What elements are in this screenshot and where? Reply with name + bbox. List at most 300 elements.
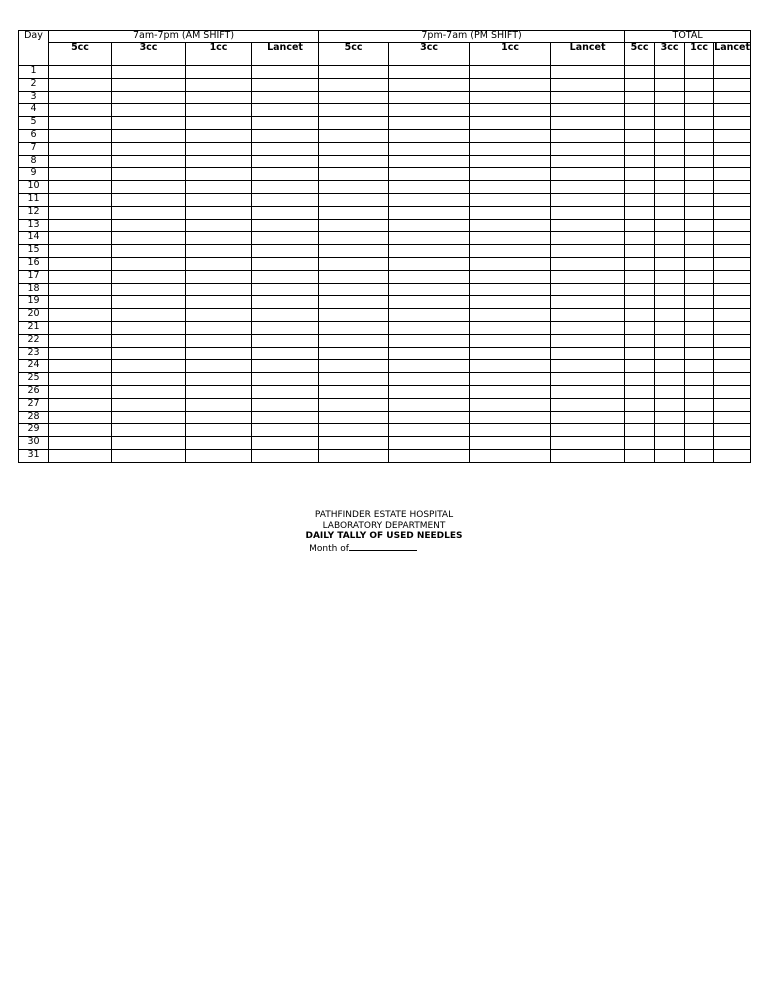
- tally-cell[interactable]: [551, 168, 625, 181]
- tally-cell[interactable]: [714, 219, 751, 232]
- tally-cell[interactable]: [186, 398, 252, 411]
- tally-cell[interactable]: [625, 155, 655, 168]
- tally-cell[interactable]: [389, 142, 470, 155]
- tally-cell[interactable]: [49, 385, 112, 398]
- tally-cell[interactable]: [389, 424, 470, 437]
- tally-cell[interactable]: [551, 232, 625, 245]
- tally-cell[interactable]: [186, 104, 252, 117]
- tally-cell[interactable]: [625, 142, 655, 155]
- tally-cell[interactable]: [685, 155, 714, 168]
- tally-cell[interactable]: [685, 206, 714, 219]
- tally-cell[interactable]: [389, 449, 470, 462]
- tally-cell[interactable]: [49, 78, 112, 91]
- tally-cell[interactable]: [319, 257, 389, 270]
- tally-cell[interactable]: [49, 181, 112, 194]
- tally-cell[interactable]: [319, 385, 389, 398]
- tally-cell[interactable]: [714, 449, 751, 462]
- tally-cell[interactable]: [714, 437, 751, 450]
- tally-cell[interactable]: [551, 373, 625, 386]
- tally-cell[interactable]: [49, 206, 112, 219]
- tally-cell[interactable]: [470, 66, 551, 79]
- tally-cell[interactable]: [186, 360, 252, 373]
- tally-cell[interactable]: [625, 411, 655, 424]
- tally-cell[interactable]: [112, 91, 186, 104]
- tally-cell[interactable]: [252, 206, 319, 219]
- tally-cell[interactable]: [655, 66, 685, 79]
- tally-cell[interactable]: [389, 321, 470, 334]
- tally-cell[interactable]: [714, 270, 751, 283]
- tally-cell[interactable]: [49, 296, 112, 309]
- tally-cell[interactable]: [389, 219, 470, 232]
- tally-cell[interactable]: [389, 245, 470, 258]
- tally-cell[interactable]: [655, 168, 685, 181]
- tally-cell[interactable]: [470, 117, 551, 130]
- tally-cell[interactable]: [186, 437, 252, 450]
- tally-cell[interactable]: [625, 360, 655, 373]
- tally-cell[interactable]: [112, 117, 186, 130]
- tally-cell[interactable]: [389, 385, 470, 398]
- tally-cell[interactable]: [389, 411, 470, 424]
- tally-cell[interactable]: [625, 321, 655, 334]
- tally-cell[interactable]: [252, 309, 319, 322]
- tally-cell[interactable]: [186, 155, 252, 168]
- tally-cell[interactable]: [714, 334, 751, 347]
- tally-cell[interactable]: [655, 373, 685, 386]
- tally-cell[interactable]: [112, 245, 186, 258]
- tally-cell[interactable]: [186, 373, 252, 386]
- tally-cell[interactable]: [551, 142, 625, 155]
- tally-cell[interactable]: [551, 117, 625, 130]
- tally-cell[interactable]: [186, 257, 252, 270]
- tally-cell[interactable]: [252, 360, 319, 373]
- tally-cell[interactable]: [655, 129, 685, 142]
- tally-cell[interactable]: [319, 245, 389, 258]
- tally-cell[interactable]: [319, 309, 389, 322]
- tally-cell[interactable]: [252, 104, 319, 117]
- tally-cell[interactable]: [186, 142, 252, 155]
- tally-cell[interactable]: [655, 360, 685, 373]
- tally-cell[interactable]: [49, 334, 112, 347]
- tally-cell[interactable]: [655, 104, 685, 117]
- tally-cell[interactable]: [470, 181, 551, 194]
- tally-cell[interactable]: [714, 129, 751, 142]
- tally-cell[interactable]: [655, 334, 685, 347]
- tally-cell[interactable]: [714, 424, 751, 437]
- tally-cell[interactable]: [112, 206, 186, 219]
- tally-cell[interactable]: [186, 232, 252, 245]
- tally-cell[interactable]: [49, 437, 112, 450]
- tally-cell[interactable]: [186, 309, 252, 322]
- tally-cell[interactable]: [49, 309, 112, 322]
- tally-cell[interactable]: [655, 155, 685, 168]
- tally-cell[interactable]: [112, 321, 186, 334]
- tally-cell[interactable]: [49, 283, 112, 296]
- tally-cell[interactable]: [252, 219, 319, 232]
- tally-cell[interactable]: [112, 283, 186, 296]
- tally-cell[interactable]: [625, 309, 655, 322]
- tally-cell[interactable]: [49, 245, 112, 258]
- tally-cell[interactable]: [625, 193, 655, 206]
- tally-cell[interactable]: [252, 193, 319, 206]
- tally-cell[interactable]: [470, 283, 551, 296]
- tally-cell[interactable]: [714, 104, 751, 117]
- tally-cell[interactable]: [625, 437, 655, 450]
- tally-cell[interactable]: [551, 309, 625, 322]
- tally-cell[interactable]: [470, 91, 551, 104]
- tally-cell[interactable]: [389, 334, 470, 347]
- tally-cell[interactable]: [714, 411, 751, 424]
- tally-cell[interactable]: [252, 283, 319, 296]
- tally-cell[interactable]: [319, 206, 389, 219]
- tally-cell[interactable]: [625, 117, 655, 130]
- tally-cell[interactable]: [49, 347, 112, 360]
- tally-cell[interactable]: [685, 66, 714, 79]
- tally-cell[interactable]: [112, 334, 186, 347]
- tally-cell[interactable]: [186, 91, 252, 104]
- tally-cell[interactable]: [186, 334, 252, 347]
- tally-cell[interactable]: [49, 270, 112, 283]
- tally-cell[interactable]: [551, 385, 625, 398]
- tally-cell[interactable]: [319, 193, 389, 206]
- tally-cell[interactable]: [551, 398, 625, 411]
- tally-cell[interactable]: [319, 232, 389, 245]
- tally-cell[interactable]: [252, 91, 319, 104]
- tally-cell[interactable]: [470, 168, 551, 181]
- tally-cell[interactable]: [186, 117, 252, 130]
- tally-cell[interactable]: [319, 437, 389, 450]
- tally-cell[interactable]: [470, 321, 551, 334]
- tally-cell[interactable]: [685, 398, 714, 411]
- tally-cell[interactable]: [252, 347, 319, 360]
- tally-cell[interactable]: [655, 270, 685, 283]
- tally-cell[interactable]: [186, 283, 252, 296]
- tally-cell[interactable]: [319, 398, 389, 411]
- tally-cell[interactable]: [625, 449, 655, 462]
- tally-cell[interactable]: [551, 334, 625, 347]
- tally-cell[interactable]: [319, 360, 389, 373]
- tally-cell[interactable]: [319, 283, 389, 296]
- tally-cell[interactable]: [49, 449, 112, 462]
- tally-cell[interactable]: [714, 117, 751, 130]
- tally-cell[interactable]: [470, 296, 551, 309]
- tally-cell[interactable]: [625, 245, 655, 258]
- tally-cell[interactable]: [389, 283, 470, 296]
- tally-cell[interactable]: [319, 373, 389, 386]
- tally-cell[interactable]: [112, 232, 186, 245]
- tally-cell[interactable]: [112, 385, 186, 398]
- tally-cell[interactable]: [49, 155, 112, 168]
- tally-cell[interactable]: [252, 66, 319, 79]
- tally-cell[interactable]: [685, 334, 714, 347]
- tally-cell[interactable]: [685, 117, 714, 130]
- tally-cell[interactable]: [389, 206, 470, 219]
- tally-cell[interactable]: [625, 373, 655, 386]
- tally-cell[interactable]: [685, 219, 714, 232]
- tally-cell[interactable]: [112, 449, 186, 462]
- tally-cell[interactable]: [685, 385, 714, 398]
- tally-cell[interactable]: [112, 373, 186, 386]
- tally-cell[interactable]: [551, 66, 625, 79]
- tally-cell[interactable]: [685, 232, 714, 245]
- tally-cell[interactable]: [252, 398, 319, 411]
- tally-cell[interactable]: [551, 129, 625, 142]
- tally-cell[interactable]: [551, 155, 625, 168]
- tally-cell[interactable]: [112, 437, 186, 450]
- tally-cell[interactable]: [389, 309, 470, 322]
- tally-cell[interactable]: [685, 181, 714, 194]
- tally-cell[interactable]: [685, 91, 714, 104]
- tally-cell[interactable]: [655, 449, 685, 462]
- tally-cell[interactable]: [186, 296, 252, 309]
- tally-cell[interactable]: [655, 91, 685, 104]
- tally-cell[interactable]: [625, 257, 655, 270]
- tally-cell[interactable]: [551, 181, 625, 194]
- tally-cell[interactable]: [319, 168, 389, 181]
- tally-cell[interactable]: [49, 129, 112, 142]
- tally-cell[interactable]: [625, 168, 655, 181]
- tally-cell[interactable]: [319, 117, 389, 130]
- tally-cell[interactable]: [470, 360, 551, 373]
- tally-cell[interactable]: [49, 232, 112, 245]
- tally-cell[interactable]: [625, 181, 655, 194]
- tally-cell[interactable]: [252, 245, 319, 258]
- tally-cell[interactable]: [319, 334, 389, 347]
- tally-cell[interactable]: [685, 411, 714, 424]
- tally-cell[interactable]: [49, 424, 112, 437]
- tally-cell[interactable]: [655, 424, 685, 437]
- tally-cell[interactable]: [186, 411, 252, 424]
- tally-cell[interactable]: [319, 142, 389, 155]
- tally-cell[interactable]: [685, 347, 714, 360]
- tally-cell[interactable]: [112, 270, 186, 283]
- tally-cell[interactable]: [470, 437, 551, 450]
- tally-cell[interactable]: [714, 245, 751, 258]
- tally-cell[interactable]: [252, 270, 319, 283]
- tally-cell[interactable]: [112, 347, 186, 360]
- tally-cell[interactable]: [714, 66, 751, 79]
- tally-cell[interactable]: [714, 193, 751, 206]
- tally-cell[interactable]: [49, 360, 112, 373]
- tally-cell[interactable]: [252, 232, 319, 245]
- tally-cell[interactable]: [389, 270, 470, 283]
- tally-cell[interactable]: [625, 66, 655, 79]
- tally-cell[interactable]: [625, 398, 655, 411]
- tally-cell[interactable]: [186, 449, 252, 462]
- tally-cell[interactable]: [655, 117, 685, 130]
- tally-cell[interactable]: [685, 104, 714, 117]
- tally-cell[interactable]: [112, 309, 186, 322]
- tally-cell[interactable]: [685, 78, 714, 91]
- tally-cell[interactable]: [49, 168, 112, 181]
- tally-cell[interactable]: [389, 91, 470, 104]
- tally-cell[interactable]: [714, 398, 751, 411]
- tally-cell[interactable]: [186, 129, 252, 142]
- tally-cell[interactable]: [112, 219, 186, 232]
- tally-cell[interactable]: [470, 424, 551, 437]
- tally-cell[interactable]: [625, 206, 655, 219]
- tally-cell[interactable]: [112, 129, 186, 142]
- tally-cell[interactable]: [319, 219, 389, 232]
- tally-cell[interactable]: [186, 193, 252, 206]
- tally-cell[interactable]: [49, 321, 112, 334]
- tally-cell[interactable]: [655, 142, 685, 155]
- tally-cell[interactable]: [389, 193, 470, 206]
- tally-cell[interactable]: [470, 104, 551, 117]
- tally-cell[interactable]: [470, 270, 551, 283]
- tally-cell[interactable]: [655, 283, 685, 296]
- tally-cell[interactable]: [112, 257, 186, 270]
- tally-cell[interactable]: [186, 78, 252, 91]
- tally-cell[interactable]: [112, 360, 186, 373]
- tally-cell[interactable]: [551, 360, 625, 373]
- tally-cell[interactable]: [389, 104, 470, 117]
- tally-cell[interactable]: [252, 449, 319, 462]
- tally-cell[interactable]: [685, 321, 714, 334]
- tally-cell[interactable]: [551, 270, 625, 283]
- tally-cell[interactable]: [319, 66, 389, 79]
- tally-cell[interactable]: [625, 104, 655, 117]
- tally-cell[interactable]: [551, 424, 625, 437]
- tally-cell[interactable]: [319, 347, 389, 360]
- tally-cell[interactable]: [625, 296, 655, 309]
- tally-cell[interactable]: [551, 296, 625, 309]
- tally-cell[interactable]: [389, 181, 470, 194]
- tally-cell[interactable]: [252, 155, 319, 168]
- tally-cell[interactable]: [112, 168, 186, 181]
- tally-cell[interactable]: [655, 245, 685, 258]
- tally-cell[interactable]: [685, 309, 714, 322]
- tally-cell[interactable]: [625, 424, 655, 437]
- tally-cell[interactable]: [714, 91, 751, 104]
- tally-cell[interactable]: [49, 91, 112, 104]
- tally-cell[interactable]: [252, 373, 319, 386]
- tally-cell[interactable]: [714, 347, 751, 360]
- tally-cell[interactable]: [714, 360, 751, 373]
- tally-cell[interactable]: [470, 232, 551, 245]
- tally-cell[interactable]: [186, 385, 252, 398]
- tally-cell[interactable]: [389, 398, 470, 411]
- tally-cell[interactable]: [319, 270, 389, 283]
- tally-cell[interactable]: [389, 155, 470, 168]
- tally-cell[interactable]: [319, 78, 389, 91]
- tally-cell[interactable]: [49, 257, 112, 270]
- tally-cell[interactable]: [625, 219, 655, 232]
- tally-cell[interactable]: [551, 193, 625, 206]
- tally-cell[interactable]: [112, 66, 186, 79]
- tally-cell[interactable]: [389, 360, 470, 373]
- tally-cell[interactable]: [685, 142, 714, 155]
- tally-cell[interactable]: [655, 321, 685, 334]
- tally-cell[interactable]: [655, 206, 685, 219]
- tally-cell[interactable]: [186, 321, 252, 334]
- tally-cell[interactable]: [714, 181, 751, 194]
- tally-cell[interactable]: [470, 245, 551, 258]
- tally-cell[interactable]: [655, 309, 685, 322]
- tally-cell[interactable]: [655, 78, 685, 91]
- tally-cell[interactable]: [49, 142, 112, 155]
- tally-cell[interactable]: [685, 296, 714, 309]
- tally-cell[interactable]: [49, 219, 112, 232]
- tally-cell[interactable]: [186, 181, 252, 194]
- tally-cell[interactable]: [112, 424, 186, 437]
- tally-cell[interactable]: [252, 296, 319, 309]
- tally-cell[interactable]: [714, 373, 751, 386]
- tally-cell[interactable]: [655, 296, 685, 309]
- tally-cell[interactable]: [252, 437, 319, 450]
- tally-cell[interactable]: [685, 129, 714, 142]
- tally-cell[interactable]: [470, 142, 551, 155]
- tally-cell[interactable]: [319, 296, 389, 309]
- tally-cell[interactable]: [655, 385, 685, 398]
- tally-cell[interactable]: [625, 129, 655, 142]
- tally-cell[interactable]: [714, 155, 751, 168]
- tally-cell[interactable]: [49, 193, 112, 206]
- tally-cell[interactable]: [685, 245, 714, 258]
- tally-cell[interactable]: [714, 232, 751, 245]
- tally-cell[interactable]: [625, 334, 655, 347]
- tally-cell[interactable]: [252, 321, 319, 334]
- tally-cell[interactable]: [685, 373, 714, 386]
- tally-cell[interactable]: [49, 66, 112, 79]
- tally-cell[interactable]: [470, 347, 551, 360]
- tally-cell[interactable]: [252, 385, 319, 398]
- tally-cell[interactable]: [470, 449, 551, 462]
- tally-cell[interactable]: [112, 296, 186, 309]
- tally-cell[interactable]: [551, 257, 625, 270]
- tally-cell[interactable]: [49, 373, 112, 386]
- tally-cell[interactable]: [470, 309, 551, 322]
- tally-cell[interactable]: [625, 283, 655, 296]
- tally-cell[interactable]: [625, 91, 655, 104]
- tally-cell[interactable]: [714, 385, 751, 398]
- tally-cell[interactable]: [389, 296, 470, 309]
- tally-cell[interactable]: [252, 117, 319, 130]
- tally-cell[interactable]: [112, 181, 186, 194]
- tally-cell[interactable]: [551, 283, 625, 296]
- tally-cell[interactable]: [714, 321, 751, 334]
- tally-cell[interactable]: [655, 347, 685, 360]
- tally-cell[interactable]: [655, 181, 685, 194]
- tally-cell[interactable]: [551, 449, 625, 462]
- tally-cell[interactable]: [252, 411, 319, 424]
- tally-cell[interactable]: [685, 424, 714, 437]
- tally-cell[interactable]: [685, 360, 714, 373]
- tally-cell[interactable]: [389, 437, 470, 450]
- tally-cell[interactable]: [186, 66, 252, 79]
- tally-cell[interactable]: [470, 193, 551, 206]
- tally-cell[interactable]: [186, 245, 252, 258]
- tally-cell[interactable]: [551, 347, 625, 360]
- tally-cell[interactable]: [186, 168, 252, 181]
- tally-cell[interactable]: [112, 142, 186, 155]
- tally-cell[interactable]: [685, 257, 714, 270]
- tally-cell[interactable]: [389, 78, 470, 91]
- tally-cell[interactable]: [655, 232, 685, 245]
- tally-cell[interactable]: [252, 142, 319, 155]
- tally-cell[interactable]: [551, 219, 625, 232]
- tally-cell[interactable]: [389, 373, 470, 386]
- tally-cell[interactable]: [319, 104, 389, 117]
- tally-cell[interactable]: [186, 347, 252, 360]
- tally-cell[interactable]: [655, 437, 685, 450]
- tally-cell[interactable]: [714, 283, 751, 296]
- tally-cell[interactable]: [49, 104, 112, 117]
- tally-cell[interactable]: [714, 142, 751, 155]
- tally-cell[interactable]: [389, 347, 470, 360]
- tally-cell[interactable]: [319, 155, 389, 168]
- tally-cell[interactable]: [470, 411, 551, 424]
- tally-cell[interactable]: [551, 437, 625, 450]
